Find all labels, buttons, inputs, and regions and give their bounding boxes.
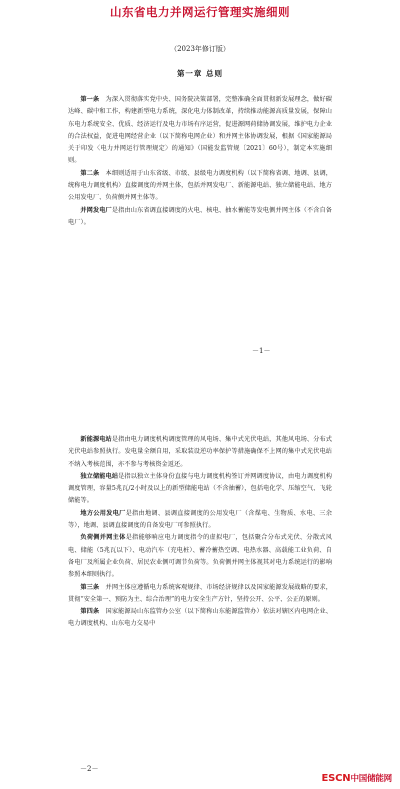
definition-keyword: 独立储能电站: [80, 472, 119, 480]
article-text: 并网主体应遵循电力系统客观规律、市场经济规律以及国家能源发展战略的要求，贯彻“安全第一、预防为主、综合治理”的电力安全生产方针，坚持公开、公平、公正的原则。: [68, 583, 332, 603]
definition-text: 是指由电力调度机构调度管理的风电场、集中式光伏电站，其他风电场、分布式光伏电站参照执行。发电量全额自用，采取装设逆功率保护等措施确保不上网的集中式光伏电站不纳入考核范围，亦不参与考核资金返还。: [68, 436, 333, 468]
definition-text: 是指能够响应电力调度指令的虚拟电厂，包括聚合分布式光伏、分散式风电、储能（5兆瓦以下）、电动汽车（充电桩）、蓄冷蓄热空调、电热水器、高载能工业负荷、自备电厂及所属企业负荷、居民农业侧可调节负荷等。负荷侧并网主体视其对电力系统运行的影响参照本细则执行。: [68, 534, 332, 579]
article-text: 为深入贯彻落实党中央、国务院决策部署，完整准确全面贯彻新发展理念，做好碳达峰、碳中和工作，构建新型电力系统，深化电力体制改革，持续推动能源高质量发展，保障山东电力系统安全、优质、经济运行及电力市场有序运营，促进源网荷储协调发展，维护电力企业的合法权益，促进电网经营企业（以下简称电网企业）和并网主体协调发展，根据《国家能源局关于印发〈电力并网运行管理规定〉的通知》（国能发监管规〔2021〕60号），制定本实施细则。: [68, 96, 332, 165]
article-4: [68, 606, 332, 631]
article-keyword: 第四条: [80, 608, 100, 616]
page-number: －2－: [80, 765, 99, 773]
chapter-heading: 第一章 总则: [176, 69, 224, 78]
document-page-1: [0, 0, 400, 374]
definition-load-side: [68, 532, 332, 581]
definition-storage: [68, 471, 332, 508]
definition-text: 是指由地调、县调直接调度的公用发电厂（含煤电、生物质、水电、三余等），地调、县调直接调度的自备发电厂可参照执行。: [68, 509, 332, 530]
definition-new-energy: [68, 434, 332, 471]
article-text: 本细则适用于山东省级、市级、县级电力调度机构（以下简称省调、地调、县调，统称电力调度机构）直接调度的并网主体，包括并网发电厂、新能源电站、独立储能电站、地方公用发电厂、负荷侧并网主体等。: [68, 169, 332, 202]
page2-body: [68, 434, 332, 631]
document-page-2: [0, 430, 400, 789]
article-2: [68, 168, 332, 205]
watermark-brand: ESCN: [321, 773, 351, 784]
definition-keyword: 新能源电站: [80, 436, 112, 443]
definition-grid-plant: [68, 205, 332, 230]
definition-keyword: 地方公用发电厂: [80, 509, 126, 517]
watermark-logo: [322, 772, 392, 784]
article-keyword: 第二条: [80, 169, 100, 177]
watermark-site: 中国储能网: [350, 774, 392, 784]
definition-text: 是指由山东省调直接调度的火电、核电、抽水蓄能等发电侧并网主体（不含自备电厂）。: [68, 206, 333, 226]
definition-text: 是指以独立主体身份直接与电力调度机构签订并网调度协议，由电力调度机构调度管理，容量5兆瓦/2小时及以上的新型储能电站（不含抽蓄），包括电化学、压缩空气、飞轮储能等。: [68, 472, 332, 505]
definition-keyword: 并网发电厂: [80, 206, 112, 214]
definition-local-plant: [68, 508, 332, 533]
page1-body: [68, 94, 332, 229]
article-text: 国家能源局山东监管办公室（以下简称山东能源监管办）依法对辖区内电网企业、电力调度机构、山东电力交易中: [68, 608, 332, 628]
article-keyword: 第一条: [80, 96, 100, 103]
article-3: [68, 582, 332, 607]
article-1: [68, 94, 332, 168]
document-title: 山东省电力并网运行管理实施细则: [110, 5, 290, 19]
document-subtitle: （2023年修订版）: [170, 45, 230, 53]
page-number: －1－: [252, 347, 271, 355]
definition-keyword: 负荷侧并网主体: [80, 534, 126, 542]
article-keyword: 第三条: [80, 583, 100, 591]
